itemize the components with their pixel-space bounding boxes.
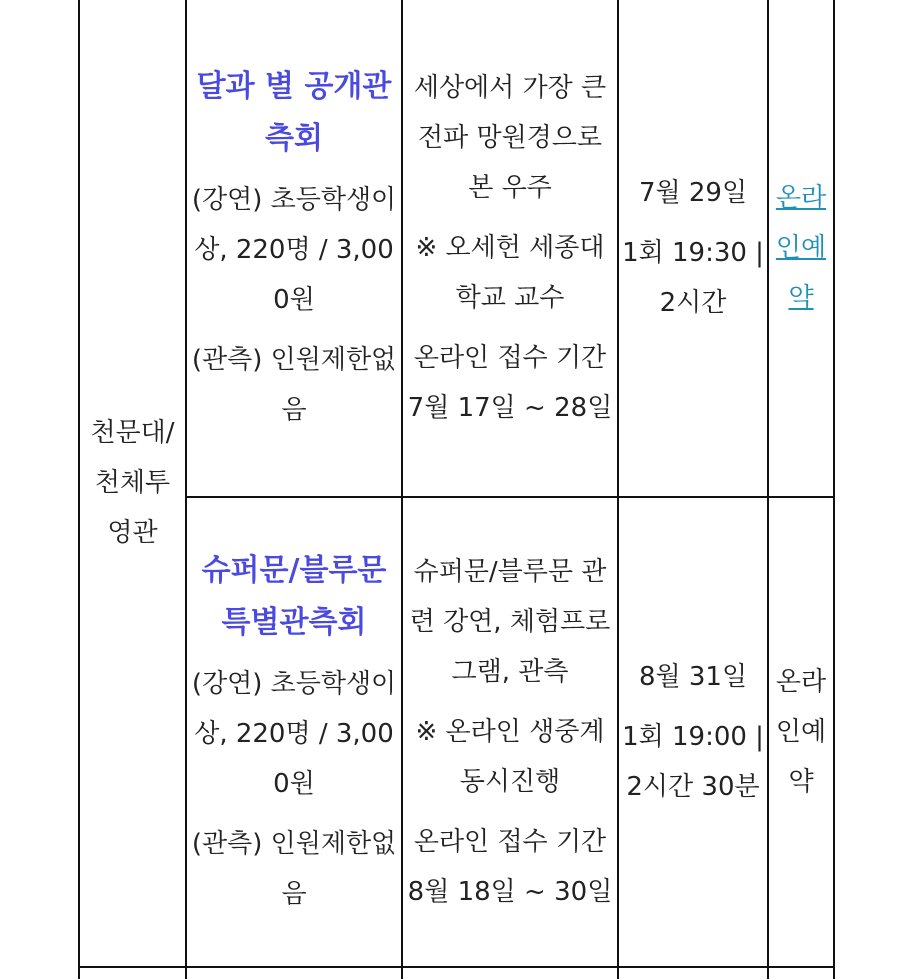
condition-lecture: (강연) 초등학생이상, 220명 / 3,000원 bbox=[191, 669, 397, 799]
detail-description: 슈퍼문/블루문 관련 강연, 체험프로그램, 관측 bbox=[409, 557, 611, 687]
event-title: 달과 별 공개관측회 bbox=[196, 69, 392, 156]
event-schedule-table bbox=[78, 0, 835, 979]
table-row-event-1 bbox=[79, 0, 834, 497]
schedule-cell bbox=[618, 0, 768, 497]
event-session: 1회 19:00 | 2시간 30분 bbox=[622, 722, 764, 802]
venue-cell bbox=[79, 0, 186, 967]
program-cell bbox=[186, 497, 402, 967]
detail-description: 세상에서 가장 큰 전파 망원경으로 본 우주 bbox=[413, 73, 607, 203]
event-title: 슈퍼문/블루문 특별관측회 bbox=[201, 553, 387, 640]
event-date: 8월 31일 bbox=[638, 662, 748, 692]
condition-lecture: (강연) 초등학생이상, 220명 / 3,000원 bbox=[191, 185, 397, 315]
program-cell bbox=[186, 0, 402, 497]
schedule-cell bbox=[618, 497, 768, 967]
condition-observation: (관측) 인원제한없음 bbox=[191, 345, 397, 425]
detail-registration-period: 온라인 접수 기간 7월 17일 ~ 28일 bbox=[407, 343, 613, 423]
detail-speaker: ※ 오세헌 세종대학교 교수 bbox=[415, 233, 605, 313]
detail-broadcast: ※ 온라인 생중계 동시진행 bbox=[415, 717, 605, 797]
event-session: 1회 19:30 | 2시간 bbox=[622, 238, 764, 318]
event-date: 7월 29일 bbox=[638, 178, 748, 208]
venue-label: 천문대/천체투영관 bbox=[90, 418, 175, 548]
online-reservation-text: 온라인예약 bbox=[775, 667, 827, 797]
details-cell bbox=[402, 0, 618, 497]
detail-registration-period: 온라인 접수 기간 8월 18일 ~ 30일 bbox=[407, 827, 613, 907]
reservation-cell bbox=[768, 497, 834, 967]
details-cell bbox=[402, 497, 618, 967]
condition-observation: (관측) 인원제한없음 bbox=[191, 829, 397, 909]
table-row-event-2 bbox=[79, 497, 834, 967]
reservation-cell bbox=[768, 0, 834, 497]
online-reservation-link[interactable]: 온라인예약 bbox=[775, 183, 827, 313]
table-row-next-partial bbox=[79, 967, 834, 979]
